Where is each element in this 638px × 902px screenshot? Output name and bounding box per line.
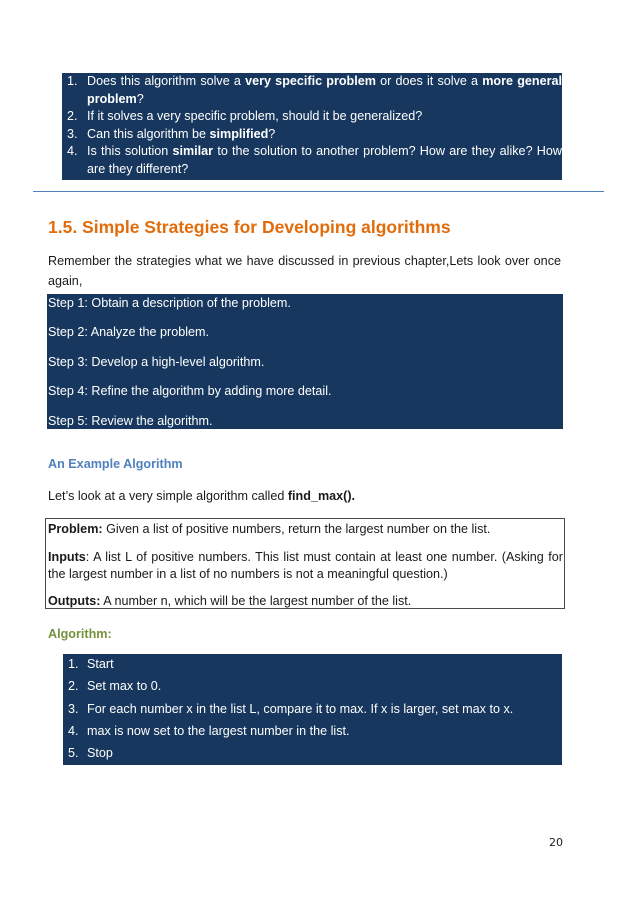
algorithm-step-text: Start	[87, 657, 114, 671]
algorithm-step-number: 4.	[68, 724, 79, 738]
step-item: Step 3: Develop a high-level algorithm.	[48, 355, 265, 369]
steps-box	[47, 294, 563, 429]
section-divider	[33, 191, 604, 192]
algorithm-step-number: 2.	[68, 679, 79, 693]
section-heading: 1.5. Simple Strategies for Developing algorithms	[48, 217, 451, 237]
algorithm-step-text: max is now set to the largest number in the list.	[87, 724, 350, 738]
outputs-label: Outputs:	[48, 594, 101, 608]
question-number: 3.	[67, 126, 78, 141]
inputs-line	[48, 549, 563, 583]
question-item	[62, 108, 562, 126]
algorithm-step-number: 1.	[68, 657, 79, 671]
question-text-run: Does this algorithm solve a	[87, 74, 246, 88]
inputs-text: : A list L of positive numbers. This list must contain at least one number. (Asking for the largest number in a list of no numbers is not a meaningful question.)	[48, 550, 563, 581]
problem-box	[45, 518, 565, 609]
problem-label: Problem:	[48, 522, 103, 536]
algorithm-step	[68, 745, 113, 761]
question-item	[62, 73, 562, 108]
question-number: 2.	[67, 109, 78, 123]
algorithm-step	[68, 678, 161, 694]
algorithm-step-number: 3.	[68, 702, 79, 716]
question-emphasis: very specific problem	[245, 74, 376, 88]
question-number: 1.	[67, 74, 78, 88]
question-number: 4.	[67, 144, 78, 158]
question-item	[62, 126, 562, 144]
question-text-run: ?	[136, 91, 144, 106]
algorithm-step-number: 5.	[68, 746, 79, 760]
outputs-text: A number n, which will be the largest number of the list.	[100, 594, 412, 608]
question-text-run: If it solves a very specific problem, should it be generalized?	[87, 109, 423, 123]
question-text	[87, 109, 422, 123]
step-item: Step 1: Obtain a description of the problem.	[48, 296, 291, 310]
algorithm-heading: Algorithm:	[48, 627, 112, 641]
algorithm-step	[68, 701, 513, 717]
step-item: Step 2: Analyze the problem.	[48, 325, 210, 339]
algorithm-box	[63, 654, 562, 765]
algorithm-step	[68, 656, 114, 672]
problem-text: Given a list of positive numbers, return the largest number on the list.	[102, 522, 491, 536]
outputs-line	[48, 593, 563, 610]
question-text	[87, 127, 275, 141]
example-intro-text: Let’s look at a very simple algorithm called	[48, 489, 288, 503]
question-emphasis: more general problem	[87, 74, 563, 106]
problem-line	[48, 521, 563, 538]
question-text-run: to the solution to another problem? How are they alike? How are they different?	[87, 144, 562, 176]
algorithm-step-text: For each number x in the list L, compare it to max. If x is larger, set max to x.	[87, 702, 514, 716]
page-number: 20	[549, 836, 563, 849]
inputs-label: Inputs	[48, 550, 86, 564]
question-emphasis: similar	[172, 144, 214, 158]
question-text	[87, 74, 562, 106]
questions-box	[62, 73, 562, 180]
function-name: find_max().	[287, 489, 356, 503]
questions-list	[62, 73, 562, 178]
algorithm-step-text: Set max to 0.	[87, 679, 162, 693]
algorithm-step	[68, 723, 350, 739]
question-text	[87, 144, 562, 176]
step-item: Step 5: Review the algorithm.	[48, 414, 213, 428]
example-heading: An Example Algorithm	[48, 457, 183, 471]
question-text-run: Is this solution	[87, 144, 173, 158]
question-text-run: Can this algorithm be	[87, 126, 210, 141]
question-item	[62, 143, 562, 178]
algorithm-step-text: Stop	[87, 746, 113, 760]
example-intro	[48, 489, 355, 503]
question-text-run: ?	[268, 126, 276, 141]
step-item: Step 4: Refine the algorithm by adding more detail.	[48, 384, 332, 398]
question-text-run: or does it solve a	[375, 74, 483, 88]
section-intro: Remember the strategies what we have discussed in previous chapter,Lets look over once again,	[48, 254, 561, 288]
question-emphasis: simplified	[209, 126, 269, 141]
